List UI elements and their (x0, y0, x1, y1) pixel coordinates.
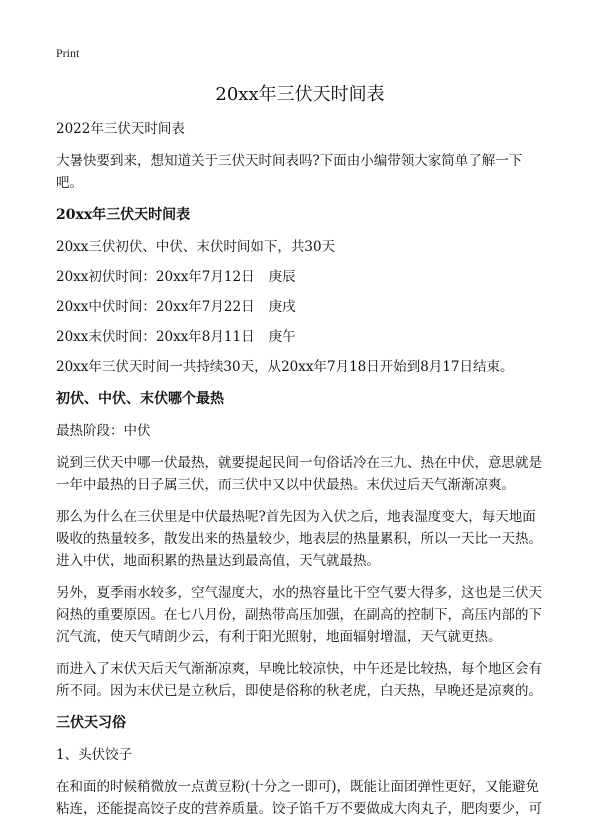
schedule-item-mofu (56, 326, 548, 348)
schedule-conclusion: 20xx年三伏天时间一共持续30天，从20xx年7月18日开始到8月17日结束。 (56, 359, 514, 375)
custom-subheading: 1、头伏饺子 (56, 747, 133, 763)
subtitle: 2022年三伏天时间表 (56, 121, 185, 137)
intro-paragraph: 大暑快要到来，想知道关于三伏天时间表吗?下面由小编带领大家简单了解一下吧。 (56, 153, 523, 191)
paragraph: 说到三伏天中哪一伏最热，就要提起民间一句俗话冷在三九、热在中伏，意思就是一年中最热的日子属三伏，而三伏中又以中伏最热。末伏过后天气渐渐凉爽。 (56, 455, 542, 493)
section-heading-customs: 三伏天习俗 (56, 715, 126, 731)
paragraph: 而进入了末伏天后天气渐渐凉爽，早晚比较凉快，中午还是比较热，每个地区会有所不同。因为末伏已是立秋后，即使是俗称的秋老虎，白天热，早晚还是凉爽的。 (56, 661, 542, 699)
schedule-item-ganzhi: 庚戌 (268, 299, 296, 315)
section-heading-hottest: 初伏、中伏、末伏哪个最热 (56, 391, 224, 407)
paragraph: 那么为什么在三伏里是中伏最热呢?首先因为入伏之后，地表湿度变大，每天地面吸收的热量较多，散发出来的热量较少，地表层的热量累积，所以一天比一天热。进入中伏，地面积累的热量达到最高值，天气就最热。 (56, 509, 542, 569)
schedule-item-ganzhi: 庚辰 (268, 269, 296, 285)
page-title: 20xx年三伏天时间表 (215, 84, 385, 105)
article-body (56, 118, 548, 830)
schedule-item-ganzhi: 庚午 (268, 329, 296, 345)
schedule-item-zhongfu (56, 296, 548, 318)
schedule-item-label: 20xx末伏时间：20xx年8月11日 (56, 329, 255, 345)
hottest-stage: 最热阶段：中伏 (56, 423, 151, 439)
schedule-item-chufu (56, 266, 548, 288)
print-link[interactable]: Print (56, 46, 80, 60)
schedule-item-label: 20xx中伏时间：20xx年7月22日 (56, 299, 255, 315)
paragraph: 另外，夏季雨水较多，空气湿度大，水的热容量比干空气要大得多，这也是三伏天闷热的重要原因。在七八月份，副热带高压加强，在副高的控制下，高压内部的下沉气流，使天气晴朗少云，有利于阳光照射，地面辐射增温，天气就更热。 (56, 585, 542, 645)
schedule-item-label: 20xx初伏时间：20xx年7月12日 (56, 269, 255, 285)
paragraph: 在和面的时候稍微放一点黄豆粉(十分之一即可)，既能让面团弹性更好，又能避免粘连，还能提高饺子皮的营养质量。饺子馅千万不要做成大肉丸子，肥肉要少，可 (56, 779, 542, 817)
schedule-summary: 20xx三伏初伏、中伏、末伏时间如下，共30天 (56, 239, 336, 255)
section-heading-schedule: 20xx年三伏天时间表 (56, 207, 191, 223)
